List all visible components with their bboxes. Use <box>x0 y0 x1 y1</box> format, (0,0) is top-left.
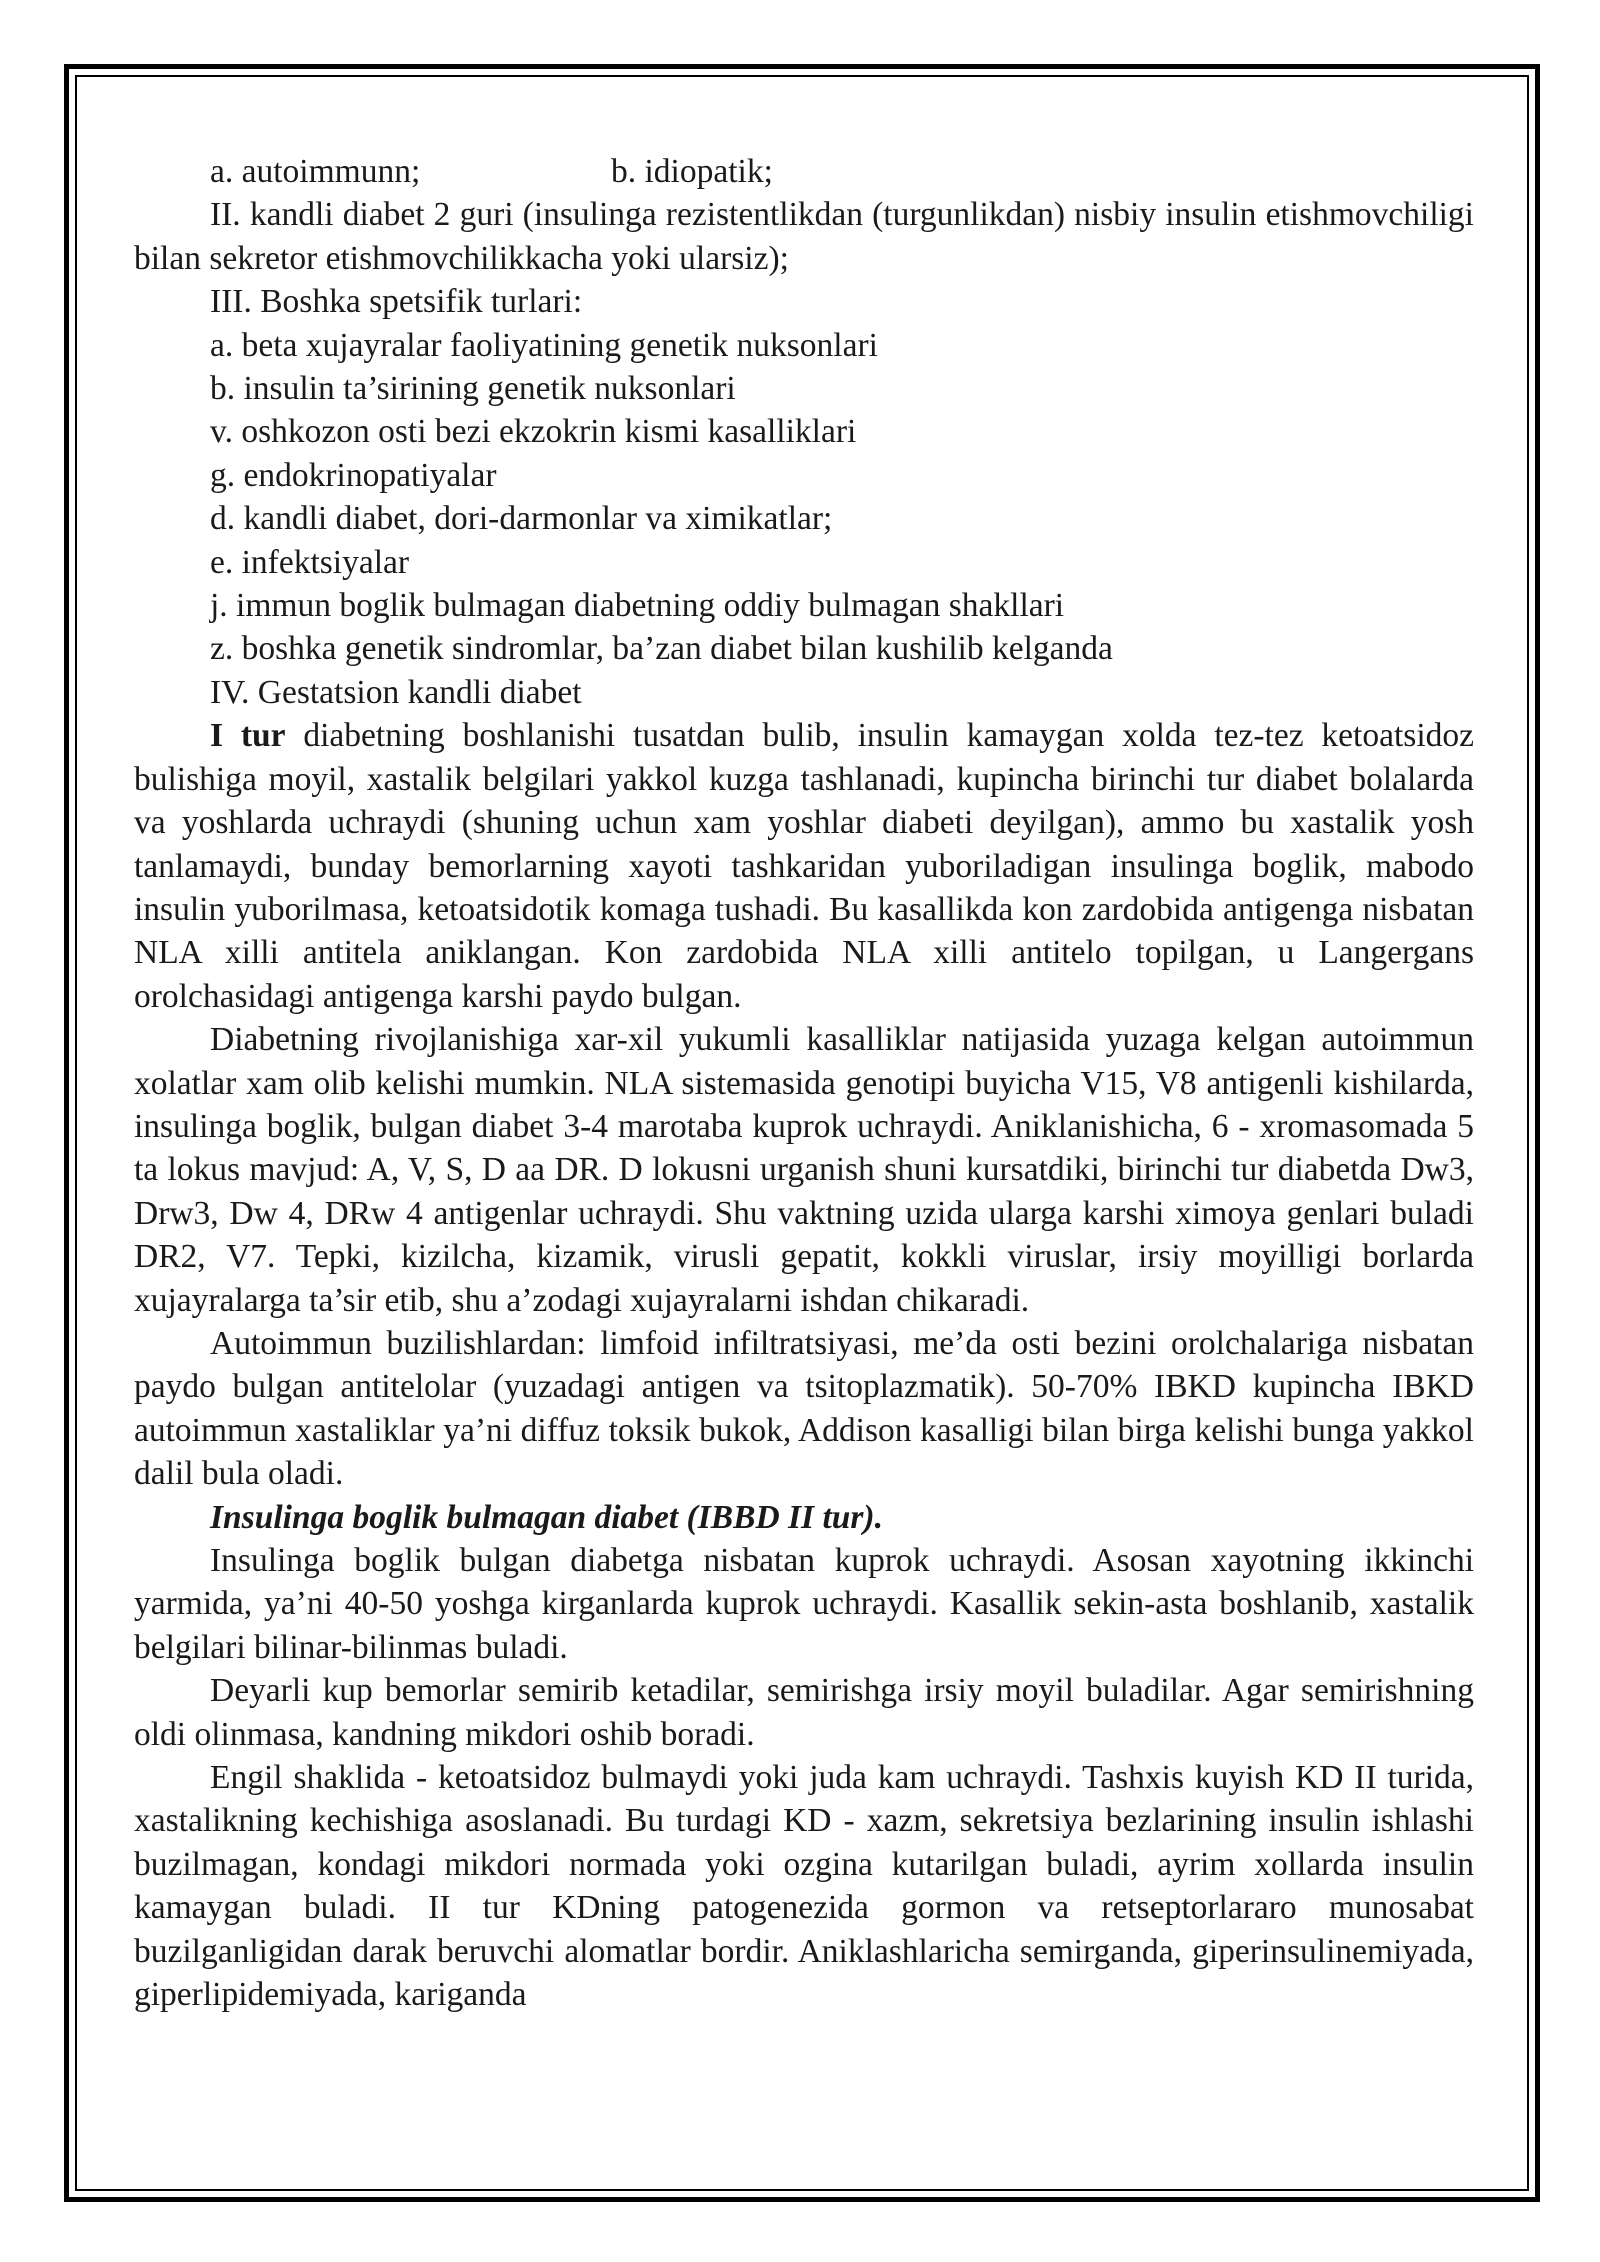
subtype-item: j. immun boglik bulmagan diabetning oddiy bulmagan shakllari <box>210 587 1065 625</box>
type3-heading: III. Boshka spetsifik turlari: <box>210 283 583 321</box>
list-item-ab <box>134 150 1474 193</box>
type4-heading: IV. Gestatsion kandli diabet <box>210 673 582 711</box>
list-item-a: a. autoimmunn; <box>210 153 421 190</box>
section-heading-text: Insulinga boglik bulmagan diabet (IBBD II tur). <box>210 1498 883 1536</box>
paragraph-prevalence: Insulinga boglik bulgan diabetga nisbatan kuprok uchraydi. Asosan xayotning ikkinchi yarmida, ya’ni 40-50 yoshga kirganlarda kuprok uchraydi. Kasallik sekin-asta boshlanib, xastalik belgilari bilinar-bilinmas buladi. <box>134 1542 1474 1666</box>
subtype-item: z. boshka genetik sindromlar, ba’zan diabet bilan kushilib kelganda <box>210 630 1113 668</box>
subtype-item: d. kandli diabet, dori-darmonlar va ximikatlar; <box>210 500 833 538</box>
subtype-item: v. oshkozon osti bezi ekzokrin kismi kasalliklari <box>210 413 857 451</box>
type2-paragraph: II. kandli diabet 2 guri (insulinga rezistentlikdan (turgunlikdan) nisbiy insulin etishmovchiligi bilan sekretor etishmovchilikkacha yoki ularsiz); <box>134 196 1474 277</box>
subtype-item: e. infektsiyalar <box>210 543 410 581</box>
subtype-item: b. insulin ta’sirining genetik nuksonlari <box>210 370 736 408</box>
type1-text: diabetning boshlanishi tusatdan bulib, insulin kamaygan xolda tez-tez ketoatsidoz bulishiga moyil, xastalik belgilari yakkol kuzga tashlanadi, kupincha birinchi tur diabet bolalarda va yoshlarda uchraydi (shuning uchun xam yoshlar diabeti deyilgan), ammo bu xastalik yosh tanlamaydi, bunday bemorlarning xayoti tashkaridan yuboriladigan insulinga boglik, mabodo insulin yuborilmasa, ketoatsidotik komaga tushadi. Bu kasallikda kon zardobida antigenga nisbatan NLA xilli antitela aniklangan. Kon zardobida NLA xilli antitelo topilgan, u Langergans orolchasidagi antigenga karshi paydo bulgan. <box>134 717 1474 1015</box>
type1-label: I tur <box>210 717 286 755</box>
paragraph-genetics: Diabetning rivojlanishiga xar-xil yukumli kasalliklar natijasida yuzaga kelgan autoimmun xolatlar xam olib kelishi mumkin. NLA sistemasida genotipi buyicha V15, V8 antigenli kishilarda, insulinga boglik, bulgan diabet 3-4 marotaba kuprok uchraydi. Aniklanishicha, 6 - xromasomada 5 ta lokus mavjud: A, V, S, D aa DR. D lokusni urganish shuni kursatdiki, birinchi tur diabetda Dw3, Drw3, Dw 4, DRw 4 antigenlar uchraydi. Shu vaktning uzida ularga karshi ximoya genlari buladi DR2, V7. Tepki, kizilcha, kizamik, virusli gepatit, kokkli viruslar, irsiy moyilligi borlarda xujayralarga ta’sir etib, shu a’zodagi xujayralarni ishdan chikaradi. <box>134 1021 1474 1319</box>
subtype-item: a. beta xujayralar faoliyatining genetik nuksonlari <box>210 326 878 364</box>
subtype-item: g. endokrinopatiyalar <box>210 456 497 494</box>
list-item-b: b. idiopatik; <box>611 153 773 190</box>
paragraph-obesity: Deyarli kup bemorlar semirib ketadilar, semirishga irsiy moyil buladilar. Agar semirishning oldi olinmasa, kandning mikdori oshib boradi. <box>134 1672 1474 1753</box>
paragraph-pathogenesis: Engil shaklida - ketoatsidoz bulmaydi yoki juda kam uchraydi. Tashxis kuyish KD II turida, xastalikning kechishiga asoslanadi. Bu turdagi KD - xazm, sekretsiya bezlarining insulin ishlashi buzilmagan, kondagi mikdori normada yoki ozgina kutarilgan buladi, ayrim xollarda insulin kamaygan buladi. II tur KDning patogenezida gormon va retseptorlararo munosabat buzilganligidan darak beruvchi alomatlar bordir. Aniklashlaricha semirganda, giperinsulinemiyada, giperlipidemiyada, kariganda <box>134 1759 1474 2014</box>
paragraph-autoimmune: Autoimmun buzilishlardan: limfoid infiltratsiyasi, me’da osti bezini orolchalariga nisbatan paydo bulgan antitelolar (yuzadagi antigen va tsitoplazmatik). 50-70% IBKD kupincha IBKD autoimmun xastaliklar ya’ni diffuz toksik bukok, Addison kasalligi bilan birga kelishi bunga yakkol dalil bula oladi. <box>134 1324 1474 1493</box>
section-heading <box>134 1496 1474 1539</box>
type1-paragraph <box>134 714 1474 1018</box>
document-body <box>134 150 1474 2016</box>
